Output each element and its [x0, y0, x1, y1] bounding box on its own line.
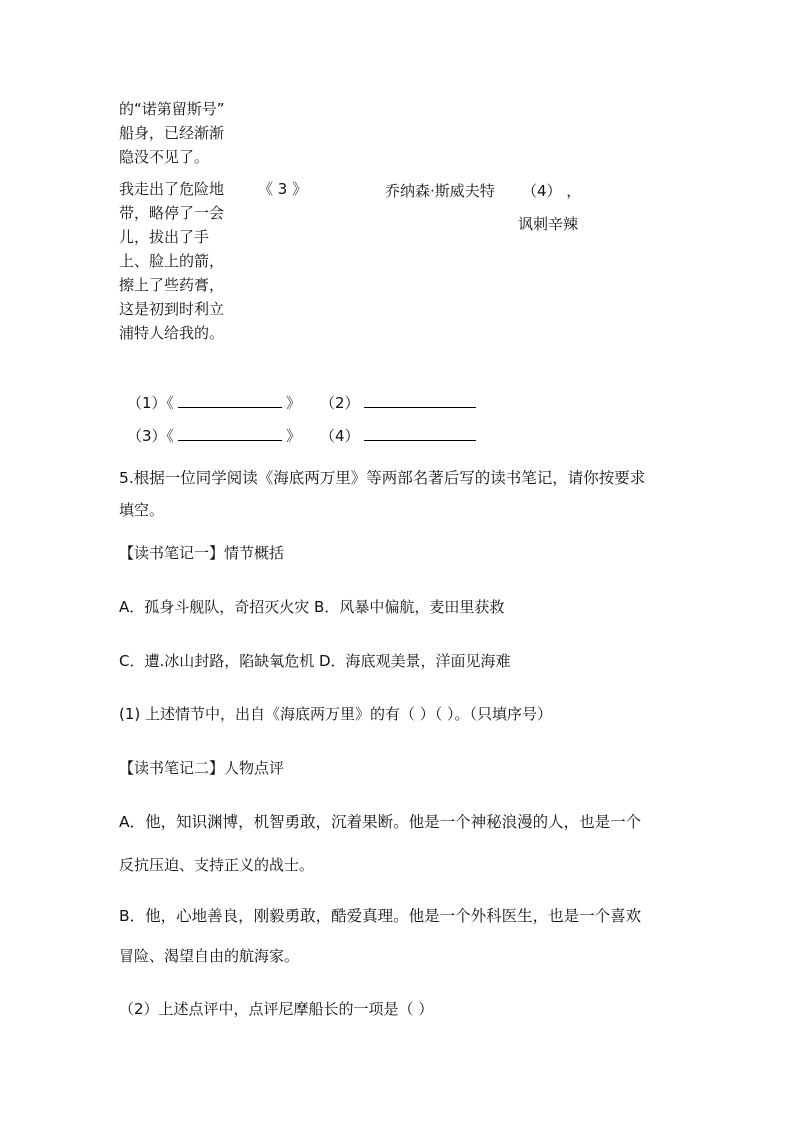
- answer-1-blank[interactable]: [178, 393, 282, 408]
- table-cell-text: 船身，已经渐渐: [119, 124, 225, 142]
- plot-options-a-b: A．孤身斗舰队，奇招灭火灾 B．风暴中偏航，麦田里获救: [119, 598, 505, 616]
- answer-4-label: （4）: [320, 427, 360, 445]
- answer-2-blank[interactable]: [364, 393, 476, 408]
- table-cell-text: 儿，拔出了手: [119, 228, 210, 246]
- table-cell-text: 浦特人给我的。: [119, 324, 225, 342]
- feature-text: 讽刺辛辣: [518, 215, 579, 233]
- answer-4-blank[interactable]: [364, 426, 476, 441]
- table-cell-text: 我走出了危险地: [119, 180, 225, 198]
- sub-question-1: (1) 上述情节中，出自《海底两万里》的有（ ）（ ）。（只填序号）: [119, 705, 553, 723]
- answer-4: [320, 425, 480, 446]
- author-name: 乔纳森·斯威夫特: [385, 182, 495, 200]
- answer-3: [127, 425, 301, 446]
- answer-3-close: 》: [286, 427, 302, 445]
- answer-2-label: （2）: [320, 394, 360, 412]
- question-5-stem-cont: 填空。: [119, 501, 165, 519]
- answer-1-close: 》: [286, 394, 302, 412]
- evaluation-b-line-1: B．他，心地善良，刚毅勇敢，酷爱真理。他是一个外科医生，也是一个喜欢: [119, 907, 642, 925]
- work-title-blank-3: 《 3 》: [258, 180, 308, 198]
- note-1-title: 【读书笔记一】情节概括: [119, 544, 285, 562]
- plot-options-c-d: C．遭.冰山封路，陷缺氧危机 D．海底观美景，洋面见海难: [119, 652, 511, 670]
- question-5-stem: 5.根据一位同学阅读《海底两万里》等两部名著后写的读书笔记，请你按要求: [119, 469, 646, 487]
- table-cell-text: 带，略停了一会: [119, 204, 225, 222]
- answer-1: [127, 392, 301, 413]
- note-2-title: 【读书笔记二】人物点评: [119, 759, 285, 777]
- answer-3-label: （3）《: [127, 427, 175, 445]
- table-cell-text: 上、脸上的箭，: [119, 252, 225, 270]
- answer-3-blank[interactable]: [178, 426, 282, 441]
- evaluation-a-line-1: A．他，知识渊博，机智勇敢，沉着果断。他是一个神秘浪漫的人，也是一个: [119, 813, 642, 831]
- table-cell-text: 隐没不见了。: [119, 148, 210, 166]
- answer-1-label: （1）《: [127, 394, 175, 412]
- table-cell-text: 这是初到时利立: [119, 300, 225, 318]
- evaluation-a-line-2: 反抗压迫、支持正义的战士。: [119, 856, 315, 874]
- evaluation-b-line-2: 冒险、渴望自由的航海家。: [119, 947, 300, 965]
- answer-2: [320, 392, 480, 413]
- table-cell-text: 擦上了些药膏，: [119, 276, 225, 294]
- feature-blank-4: （4） ，: [522, 182, 582, 200]
- table-cell-text: 的“诺第留斯号”: [119, 100, 225, 118]
- sub-question-2: （2）上述点评中，点评尼摩船长的一项是（ ）: [119, 1000, 434, 1018]
